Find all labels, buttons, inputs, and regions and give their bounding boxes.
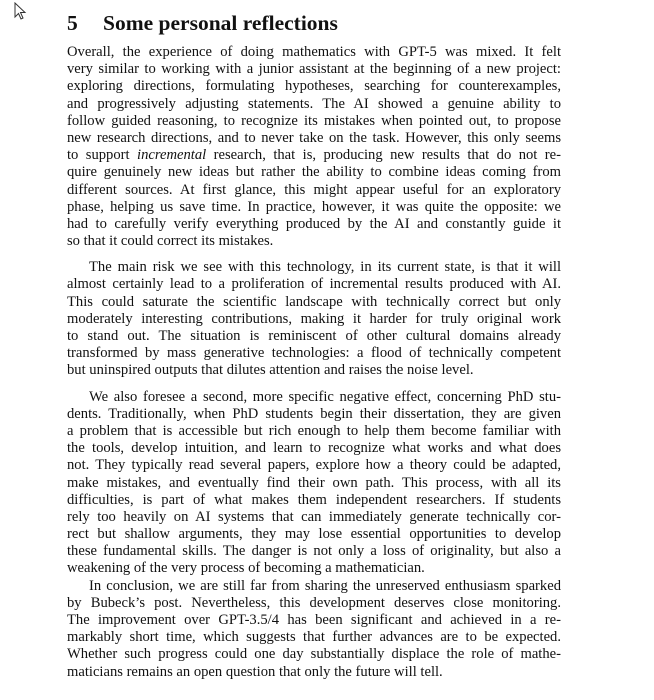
text-line: a problem that is accessible but rich enough to help them become familiar with: [67, 422, 561, 439]
text-line: new research directions, and to never take on the task. However, this only seems: [67, 129, 561, 146]
text-line: The main risk we see with this technology, in its current state, is that it will: [89, 259, 561, 276]
text-line: had to carefully verify everything produced by the AI and constantly guide it: [67, 215, 561, 232]
text-line: quire genuinely new ideas but rather the ability to combine ideas coming from: [67, 164, 561, 181]
text-line: rect but shallow arguments, they may lose essential opportunities to develop: [67, 526, 561, 543]
text-line: these fundamental skills. The danger is not only a loss of originality, but also a: [67, 543, 561, 560]
text-line: maticians remains an open question that only the future will tell.: [67, 663, 443, 680]
text-line: This could saturate the scientific landscape with technically correct but only: [67, 293, 561, 310]
text-line: Overall, the experience of doing mathematics with GPT-5 was mixed. It felt: [67, 44, 561, 60]
paragraph: [67, 259, 561, 379]
text-line: follow guided reasoning, to recognize its mistakes when pointed out, to propose: [67, 112, 561, 129]
section-heading: [67, 8, 561, 38]
text-line: transformed by mass generative technologies: a flood of technically competent: [67, 345, 561, 362]
emphasis: incremental: [137, 147, 207, 164]
text-line: weakening of the very process of becoming a mathematician.: [67, 560, 425, 577]
text-line: Whether such progress could one day substantially displace the role of mathe-: [67, 646, 561, 663]
text-line: so that it could correct its mistakes.: [67, 233, 274, 250]
text-line: moderately interesting contributions, making it harder for truly original work: [67, 310, 561, 327]
text-line: by Bubeck’s post. Nevertheless, this development deserves close monitoring.: [67, 594, 561, 611]
text-line: but uninspired outputs that dilutes attention and raises the noise level.: [67, 362, 474, 379]
text-line: and progressively adjusting statements. The AI showed a genuine ability to: [67, 95, 561, 112]
text-line: to stand out. The situation is reminiscent of other cultural domains already: [67, 328, 561, 344]
mouse-cursor-icon: [14, 2, 28, 22]
text-line: the tools, develop intuition, and learn to recognize what works and what does: [67, 440, 561, 457]
text-line: not. They typically read several papers, explore how a theory could be adapted,: [67, 457, 561, 474]
text-line: exploring directions, formulating hypotheses, searching for counterexamples,: [67, 78, 561, 95]
text-line: difficulties, is part of what makes them independent researchers. If students: [67, 491, 561, 508]
text-line: The improvement over GPT-3.5/4 has been significant and achieved in a re-: [67, 612, 561, 628]
paragraph: [67, 578, 561, 681]
text-line: very similar to working with a junior assistant at the beginning of a new project:: [67, 61, 561, 78]
paragraph: [67, 389, 561, 578]
text-line: different sources. At first glance, this might appear useful for an exploratory: [67, 181, 561, 198]
section-title: Some personal reflections: [103, 11, 338, 35]
text-line: markably short time, which suggests that further advances are to be expected.: [67, 629, 561, 646]
text-line: We also foresee a second, more specific negative effect, concerning PhD stu-: [89, 388, 561, 405]
paragraph: [67, 44, 561, 250]
section-number: 5: [67, 11, 78, 35]
text-line: almost certainly lead to a proliferation of incremental results produced with AI.: [67, 276, 561, 293]
text-line: phase, helping us save time. In practice, however, it was quite the opposite: we: [67, 198, 561, 215]
text-line: make mistakes, and eventually find their own path. This process, with all its: [67, 474, 561, 491]
text-line: In conclusion, we are still far from sharing the unreserved enthusiasm sparked: [89, 577, 561, 594]
document-page: [67, 8, 561, 681]
body-text: [67, 44, 561, 681]
text-line: rely too heavily on AI systems that can immediately generate technically cor-: [67, 508, 561, 525]
text-line: to support incremental research, that is, producing new results that do not re-: [67, 147, 561, 164]
text-line: dents. Traditionally, when PhD students begin their dissertation, they are given: [67, 405, 561, 422]
